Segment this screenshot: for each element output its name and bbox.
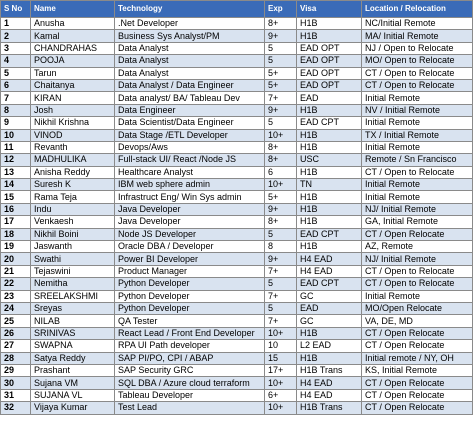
cell-technology: Python Developer [115,302,265,314]
cell-exp: 5+ [265,67,297,79]
cell-technology: Full-stack UI/ React /Node JS [115,154,265,166]
cell-name: Jaswanth [31,241,115,253]
header-row [1,1,473,18]
cell-location: VA, DE, MD [362,315,473,327]
cell-name: Nemitha [31,278,115,290]
header-location: Location / Relocation [362,1,473,18]
cell-exp: 5 [265,42,297,54]
cell-location: CT / Open to Relocate [362,265,473,277]
table-row [1,290,473,302]
table-row [1,389,473,401]
cell-exp: 7+ [265,290,297,302]
cell-sno: 29 [1,364,31,376]
cell-sno: 4 [1,55,31,67]
cell-visa: GC [297,315,362,327]
cell-location: Initial Remote [362,191,473,203]
cell-technology: RPA UI Path developer [115,340,265,352]
cell-location: CT / Open to Relocate [362,166,473,178]
table-row [1,402,473,414]
cell-exp: 7+ [265,92,297,104]
cell-visa: H4 EAD [297,377,362,389]
cell-exp: 8+ [265,216,297,228]
cell-name: MADHULIKA [31,154,115,166]
table-row [1,55,473,67]
cell-location: MO/Open Relocate [362,302,473,314]
cell-visa: EAD OPT [297,42,362,54]
cell-technology: Node JS Developer [115,228,265,240]
cell-sno: 21 [1,265,31,277]
cell-name: Sujana VM [31,377,115,389]
cell-location: Initial remote / NY, OH [362,352,473,364]
cell-location: GA, Initial Remote [362,216,473,228]
cell-exp: 7+ [265,265,297,277]
cell-location: CT / Open Relocate [362,327,473,339]
table-row [1,18,473,30]
cell-name: Prashant [31,364,115,376]
cell-name: SWAPNA [31,340,115,352]
cell-sno: 28 [1,352,31,364]
table-body [1,18,473,415]
cell-sno: 30 [1,377,31,389]
table-row [1,30,473,42]
cell-sno: 12 [1,154,31,166]
cell-visa: TN [297,179,362,191]
table-row [1,216,473,228]
cell-name: Vijaya Kumar [31,402,115,414]
cell-sno: 25 [1,315,31,327]
cell-visa: H1B [297,166,362,178]
table-row [1,265,473,277]
cell-name: Chaitanya [31,79,115,91]
cell-location: Remote / Sn Francisco [362,154,473,166]
cell-sno: 14 [1,179,31,191]
cell-technology: QA Tester [115,315,265,327]
cell-sno: 26 [1,327,31,339]
cell-name: SUJANA VL [31,389,115,401]
cell-exp: 5 [265,302,297,314]
table-row [1,278,473,290]
cell-location: Initial Remote [362,290,473,302]
cell-exp: 10+ [265,129,297,141]
cell-technology: Devops/Aws [115,141,265,153]
cell-sno: 13 [1,166,31,178]
cell-exp: 10+ [265,402,297,414]
cell-sno: 1 [1,18,31,30]
cell-visa: EAD [297,92,362,104]
cell-technology: Healthcare Analyst [115,166,265,178]
table-row [1,166,473,178]
cell-exp: 5+ [265,191,297,203]
cell-name: SRINIVAS [31,327,115,339]
cell-visa: EAD OPT [297,79,362,91]
cell-location: Initial Remote [362,92,473,104]
cell-visa: H4 EAD [297,265,362,277]
cell-name: NILAB [31,315,115,327]
cell-name: Tarun [31,67,115,79]
table-row [1,203,473,215]
cell-exp: 8+ [265,18,297,30]
cell-exp: 9+ [265,203,297,215]
cell-exp: 10+ [265,327,297,339]
cell-location: NC/Initial Remote [362,18,473,30]
cell-location: MO/ Open to Relocate [362,55,473,67]
cell-technology: Data Analyst [115,42,265,54]
cell-location: CT / Open to Relocate [362,79,473,91]
cell-exp: 5 [265,278,297,290]
cell-name: Venkaesh [31,216,115,228]
cell-sno: 16 [1,203,31,215]
cell-visa: EAD OPT [297,67,362,79]
cell-exp: 6+ [265,389,297,401]
table-row [1,302,473,314]
cell-visa: H1B [297,191,362,203]
cell-visa: H1B [297,352,362,364]
cell-technology: Data Scientist/Data Engineer [115,117,265,129]
table-row [1,154,473,166]
table-row [1,191,473,203]
cell-name: Tejaswini [31,265,115,277]
cell-sno: 32 [1,402,31,414]
cell-name: SREELAKSHMI [31,290,115,302]
table-row [1,129,473,141]
table-row [1,141,473,153]
cell-name: Kamal [31,30,115,42]
table-row [1,67,473,79]
cell-technology: SAP PI/PO, CPI / ABAP [115,352,265,364]
cell-sno: 5 [1,67,31,79]
cell-visa: H1B Trans [297,364,362,376]
cell-exp: 8+ [265,141,297,153]
cell-visa: L2 EAD [297,340,362,352]
cell-technology: Data Stage /ETL Developer [115,129,265,141]
cell-location: CT / Open to Relocate [362,278,473,290]
cell-location: CT / Open Relocate [362,340,473,352]
cell-name: Swathi [31,253,115,265]
cell-visa: H1B [297,241,362,253]
cell-technology: Business Sys Analyst/PM [115,30,265,42]
table-row [1,104,473,116]
cell-location: NV / Initial Remote [362,104,473,116]
cell-sno: 19 [1,241,31,253]
cell-exp: 7+ [265,315,297,327]
cell-visa: H1B [297,129,362,141]
cell-exp: 5 [265,55,297,67]
cell-visa: H1B [297,216,362,228]
cell-exp: 9+ [265,30,297,42]
cell-sno: 2 [1,30,31,42]
cell-exp: 15 [265,352,297,364]
header-sno: S No [1,1,31,18]
header-name: Name [31,1,115,18]
cell-technology: Test Lead [115,402,265,414]
cell-visa: EAD CPT [297,278,362,290]
cell-technology: SAP Security GRC [115,364,265,376]
table-row [1,315,473,327]
cell-exp: 5 [265,228,297,240]
table-row [1,117,473,129]
cell-sno: 9 [1,117,31,129]
cell-technology: SQL DBA / Azure cloud terraform [115,377,265,389]
cell-location: Initial Remote [362,179,473,191]
cell-visa: EAD OPT [297,55,362,67]
cell-sno: 27 [1,340,31,352]
cell-visa: USC [297,154,362,166]
table-row [1,92,473,104]
cell-visa: H1B [297,18,362,30]
cell-name: Josh [31,104,115,116]
table-row [1,253,473,265]
cell-visa: H1B [297,30,362,42]
cell-exp: 10 [265,340,297,352]
cell-visa: H1B Trans [297,402,362,414]
cell-visa: H4 EAD [297,389,362,401]
cell-name: Anusha [31,18,115,30]
table-row [1,352,473,364]
cell-visa: H1B [297,104,362,116]
cell-location: CT / Open Relocate [362,228,473,240]
cell-technology: Data analyst/ BA/ Tableau Dev [115,92,265,104]
cell-name: KIRAN [31,92,115,104]
cell-exp: 5 [265,117,297,129]
table-row [1,377,473,389]
cell-location: AZ, Remote [362,241,473,253]
cell-name: Suresh K [31,179,115,191]
cell-sno: 8 [1,104,31,116]
cell-location: KS, Initial Remote [362,364,473,376]
cell-location: CT / Open Relocate [362,377,473,389]
cell-location: CT / Open Relocate [362,402,473,414]
cell-technology: Data Analyst / Data Engineer [115,79,265,91]
cell-technology: Power BI Developer [115,253,265,265]
cell-technology: Data Analyst [115,55,265,67]
cell-name: Satya Reddy [31,352,115,364]
cell-visa: EAD [297,302,362,314]
cell-sno: 3 [1,42,31,54]
table-row [1,179,473,191]
cell-location: NJ / Open to Relocate [362,42,473,54]
table-row [1,228,473,240]
cell-technology: Data Analyst [115,67,265,79]
cell-name: CHANDRAHAS [31,42,115,54]
cell-visa: EAD CPT [297,228,362,240]
table-row [1,327,473,339]
cell-exp: 9+ [265,104,297,116]
cell-name: Anisha Reddy [31,166,115,178]
table-row [1,340,473,352]
cell-sno: 18 [1,228,31,240]
table-row [1,42,473,54]
cell-exp: 10+ [265,377,297,389]
header-visa: Visa [297,1,362,18]
cell-sno: 7 [1,92,31,104]
cell-visa: GC [297,290,362,302]
cell-location: Initial Remote [362,117,473,129]
cell-exp: 8 [265,241,297,253]
header-technology: Technology [115,1,265,18]
cell-technology: React Lead / Front End Developer [115,327,265,339]
cell-sno: 6 [1,79,31,91]
cell-name: Indu [31,203,115,215]
cell-exp: 9+ [265,253,297,265]
cell-name: Nikhil Krishna [31,117,115,129]
cell-visa: H1B [297,203,362,215]
cell-sno: 24 [1,302,31,314]
cell-technology: Infrastruct Eng/ Win Sys admin [115,191,265,203]
cell-sno: 20 [1,253,31,265]
cell-technology: Product Manager [115,265,265,277]
cell-technology: Python Developer [115,290,265,302]
cell-sno: 15 [1,191,31,203]
cell-technology: Data Engineer [115,104,265,116]
cell-exp: 17+ [265,364,297,376]
cell-visa: H4 EAD [297,253,362,265]
cell-name: Sreyas [31,302,115,314]
cell-location: Initial Remote [362,141,473,153]
table-row [1,79,473,91]
cell-technology: Oracle DBA / Developer [115,241,265,253]
cell-location: MA/ Initial Remote [362,30,473,42]
cell-technology: Java Developer [115,216,265,228]
cell-name: Rama Teja [31,191,115,203]
table-row [1,364,473,376]
table-row [1,241,473,253]
cell-sno: 22 [1,278,31,290]
header-exp: Exp [265,1,297,18]
cell-technology: Java Developer [115,203,265,215]
cell-exp: 10+ [265,179,297,191]
cell-location: TX / Initial Remote [362,129,473,141]
cell-technology: Tableau Developer [115,389,265,401]
cell-location: NJ/ Initial Remote [362,203,473,215]
cell-visa: EAD CPT [297,117,362,129]
cell-visa: H1B [297,141,362,153]
cell-visa: H1B [297,327,362,339]
cell-exp: 6 [265,166,297,178]
cell-name: Nikhil Boini [31,228,115,240]
cell-name: POOJA [31,55,115,67]
cell-technology: .Net Developer [115,18,265,30]
cell-exp: 5+ [265,79,297,91]
cell-sno: 23 [1,290,31,302]
cell-sno: 17 [1,216,31,228]
cell-location: NJ/ Initial Remote [362,253,473,265]
cell-location: CT / Open to Relocate [362,67,473,79]
cell-sno: 10 [1,129,31,141]
cell-name: VINOD [31,129,115,141]
cell-name: Revanth [31,141,115,153]
cell-sno: 31 [1,389,31,401]
cell-exp: 8+ [265,154,297,166]
cell-technology: IBM web sphere admin [115,179,265,191]
cell-technology: Python Developer [115,278,265,290]
cell-location: CT / Open Relocate [362,389,473,401]
cell-sno: 11 [1,141,31,153]
